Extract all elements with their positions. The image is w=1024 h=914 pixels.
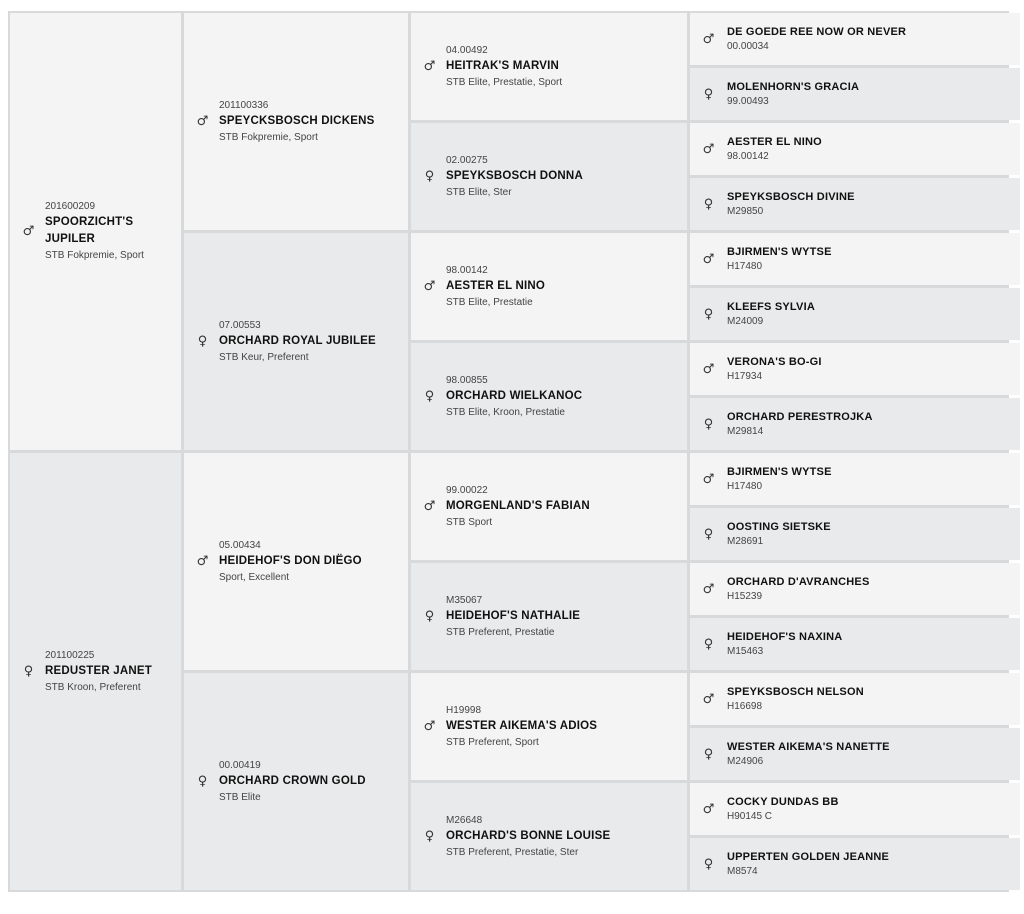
horse-name: MORGENLAND'S FABIAN	[446, 499, 590, 512]
registration-number: H90145 C	[727, 810, 773, 822]
male-icon: ♂	[702, 251, 715, 267]
male-icon: ♂	[423, 59, 436, 74]
predicates: STB Elite, Ster	[446, 186, 512, 198]
registration-number: 201100336	[219, 99, 269, 111]
registration-number: 07.00553	[219, 319, 261, 331]
female-icon: ♀	[424, 169, 435, 184]
female-icon: ♀	[703, 746, 714, 762]
pedigree-gen3-6[interactable]	[411, 563, 687, 670]
horse-name: ORCHARD WIELKANOC	[446, 389, 583, 402]
pedigree-grid	[8, 11, 1009, 892]
predicates: STB Kroon, Preferent	[45, 681, 141, 693]
registration-number: 05.00434	[219, 539, 261, 551]
male-icon: ♂	[702, 31, 715, 47]
horse-name: WESTER AIKEMA'S NANETTE	[727, 740, 890, 753]
pedigree-gen3-5[interactable]	[411, 453, 687, 560]
female-icon: ♀	[23, 664, 34, 679]
horse-name: COCKY DUNDAS BB	[727, 795, 839, 808]
registration-number: 201600209	[45, 201, 96, 212]
female-icon: ♀	[703, 86, 714, 102]
horse-name: VERONA'S BO-GI	[727, 355, 822, 368]
predicates: STB Fokpremie, Sport	[45, 250, 144, 261]
male-icon: ♂	[702, 801, 715, 817]
pedigree-gen4-5[interactable]	[690, 233, 1020, 285]
registration-number: M15463	[727, 645, 764, 657]
registration-number: 00.00419	[219, 759, 261, 771]
horse-name: AESTER EL NINO	[446, 279, 546, 292]
pedigree-sire[interactable]	[10, 13, 181, 450]
pedigree-gen4-4[interactable]	[690, 178, 1020, 230]
horse-name: ORCHARD'S BONNE LOUISE	[446, 829, 611, 842]
pedigree-gen4-1[interactable]	[690, 13, 1020, 65]
registration-number: H17934	[727, 370, 763, 382]
pedigree-gen3-8[interactable]	[411, 783, 687, 890]
registration-number: 98.00142	[727, 150, 769, 162]
predicates: STB Elite, Prestatie, Sport	[446, 76, 563, 88]
predicates: STB Elite	[219, 791, 261, 803]
registration-number: M29850	[727, 205, 764, 217]
pedigree-gen4-9[interactable]	[690, 453, 1020, 505]
pedigree-gen4-10[interactable]	[690, 508, 1020, 560]
predicates: STB Elite, Prestatie	[446, 296, 533, 308]
pedigree-gen3-7[interactable]	[411, 673, 687, 780]
registration-number: M24906	[727, 755, 764, 767]
pedigree-gen4-6[interactable]	[690, 288, 1020, 340]
horse-name: BJIRMEN'S WYTSE	[727, 465, 832, 478]
male-icon: ♂	[22, 224, 35, 239]
pedigree-grandsire-maternal[interactable]	[184, 453, 408, 670]
male-icon: ♂	[702, 581, 715, 597]
horse-name: MOLENHORN'S GRACIA	[727, 80, 860, 93]
male-icon: ♂	[196, 554, 209, 569]
pedigree-gen4-13[interactable]	[690, 673, 1020, 725]
female-icon: ♀	[703, 416, 714, 432]
horse-name: HEIDEHOF'S DON DIËGO	[219, 554, 362, 567]
horse-name: WESTER AIKEMA'S ADIOS	[446, 719, 598, 732]
registration-number: 201100225	[45, 649, 95, 661]
registration-number: 98.00142	[446, 264, 488, 276]
female-icon: ♀	[424, 389, 435, 404]
pedigree-gen3-1[interactable]	[411, 13, 687, 120]
horse-name: SPOORZICHT'S JUPILER	[45, 216, 134, 245]
male-icon: ♂	[423, 279, 436, 294]
male-icon: ♂	[423, 499, 436, 514]
pedigree-granddam-maternal[interactable]	[184, 673, 408, 890]
registration-number: M28691	[727, 535, 764, 547]
horse-name: ORCHARD PERESTROJKA	[727, 410, 873, 423]
predicates: Sport, Excellent	[219, 571, 290, 583]
pedigree-gen3-4[interactable]	[411, 343, 687, 450]
male-icon: ♂	[702, 691, 715, 707]
registration-number: 98.00855	[446, 374, 488, 386]
horse-name: HEIDEHOF'S NAXINA	[727, 630, 843, 643]
registration-number: H17480	[727, 480, 763, 492]
registration-number: 04.00492	[446, 44, 488, 56]
pedigree-gen4-14[interactable]	[690, 728, 1020, 780]
registration-number: M8574	[727, 865, 758, 877]
horse-name: SPEYKSBOSCH DONNA	[446, 169, 583, 182]
registration-number: H17480	[727, 260, 763, 272]
registration-number: H15239	[727, 590, 763, 602]
horse-name: KLEEFS SYLVIA	[727, 300, 815, 313]
pedigree-gen4-3[interactable]	[690, 123, 1020, 175]
pedigree-gen4-8[interactable]	[690, 398, 1020, 450]
registration-number: 99.00493	[727, 95, 769, 107]
registration-number: H16698	[727, 700, 763, 712]
predicates: STB Elite, Kroon, Prestatie	[446, 406, 565, 418]
pedigree-gen4-15[interactable]	[690, 783, 1020, 835]
female-icon: ♀	[197, 774, 208, 789]
male-icon: ♂	[196, 114, 209, 129]
pedigree-grandsire-paternal[interactable]	[184, 13, 408, 230]
horse-name: UPPERTEN GOLDEN JEANNE	[727, 850, 890, 863]
horse-name: ORCHARD ROYAL JUBILEE	[219, 334, 376, 347]
predicates: STB Preferent, Sport	[446, 736, 539, 748]
predicates: STB Preferent, Prestatie	[446, 626, 555, 638]
horse-name: SPEYCKSBOSCH DICKENS	[219, 114, 375, 127]
horse-name: SPEYKSBOSCH DIVINE	[727, 190, 855, 203]
horse-name: BJIRMEN'S WYTSE	[727, 245, 832, 258]
female-icon: ♀	[424, 829, 435, 844]
registration-number: M29814	[727, 425, 764, 437]
predicates: STB Sport	[446, 516, 493, 528]
registration-number: M35067	[446, 594, 483, 606]
pedigree-gen4-11[interactable]	[690, 563, 1020, 615]
predicates: STB Fokpremie, Sport	[219, 131, 318, 143]
horse-name: DE GOEDE REE NOW OR NEVER	[727, 25, 907, 38]
registration-number: M24009	[727, 315, 764, 327]
male-icon: ♂	[702, 361, 715, 377]
female-icon: ♀	[703, 196, 714, 212]
pedigree-gen4-12[interactable]	[690, 618, 1020, 670]
horse-name: AESTER EL NINO	[727, 135, 822, 148]
horse-name: ORCHARD CROWN GOLD	[219, 774, 366, 787]
male-icon: ♂	[702, 141, 715, 157]
female-icon: ♀	[197, 334, 208, 349]
registration-number: H19998	[446, 704, 482, 716]
female-icon: ♀	[703, 526, 714, 542]
horse-name: SPEYKSBOSCH NELSON	[727, 685, 864, 698]
pedigree-gen4-2[interactable]	[690, 68, 1020, 120]
female-icon: ♀	[424, 609, 435, 624]
predicates: STB Keur, Preferent	[219, 351, 309, 363]
predicates: STB Preferent, Prestatie, Ster	[446, 846, 579, 858]
registration-number: M26648	[446, 814, 483, 826]
pedigree-gen4-7[interactable]	[690, 343, 1020, 395]
horse-name: OOSTING SIETSKE	[727, 520, 831, 533]
horse-name: REDUSTER JANET	[45, 664, 152, 677]
female-icon: ♀	[703, 636, 714, 652]
registration-number: 02.00275	[446, 154, 488, 166]
female-icon: ♀	[703, 306, 714, 322]
female-icon: ♀	[703, 856, 714, 872]
pedigree-gen3-3[interactable]	[411, 233, 687, 340]
horse-name: ORCHARD D'AVRANCHES	[727, 575, 870, 588]
pedigree-gen3-2[interactable]	[411, 123, 687, 230]
horse-name: HEITRAK'S MARVIN	[446, 59, 560, 72]
registration-number: 99.00022	[446, 484, 488, 496]
registration-number: 00.00034	[727, 40, 769, 52]
pedigree-dam[interactable]	[10, 453, 181, 890]
horse-name: HEIDEHOF'S NATHALIE	[446, 609, 581, 622]
male-icon: ♂	[423, 719, 436, 734]
pedigree-gen4-16[interactable]	[690, 838, 1020, 890]
pedigree-granddam-paternal[interactable]	[184, 233, 408, 450]
male-icon: ♂	[702, 471, 715, 487]
